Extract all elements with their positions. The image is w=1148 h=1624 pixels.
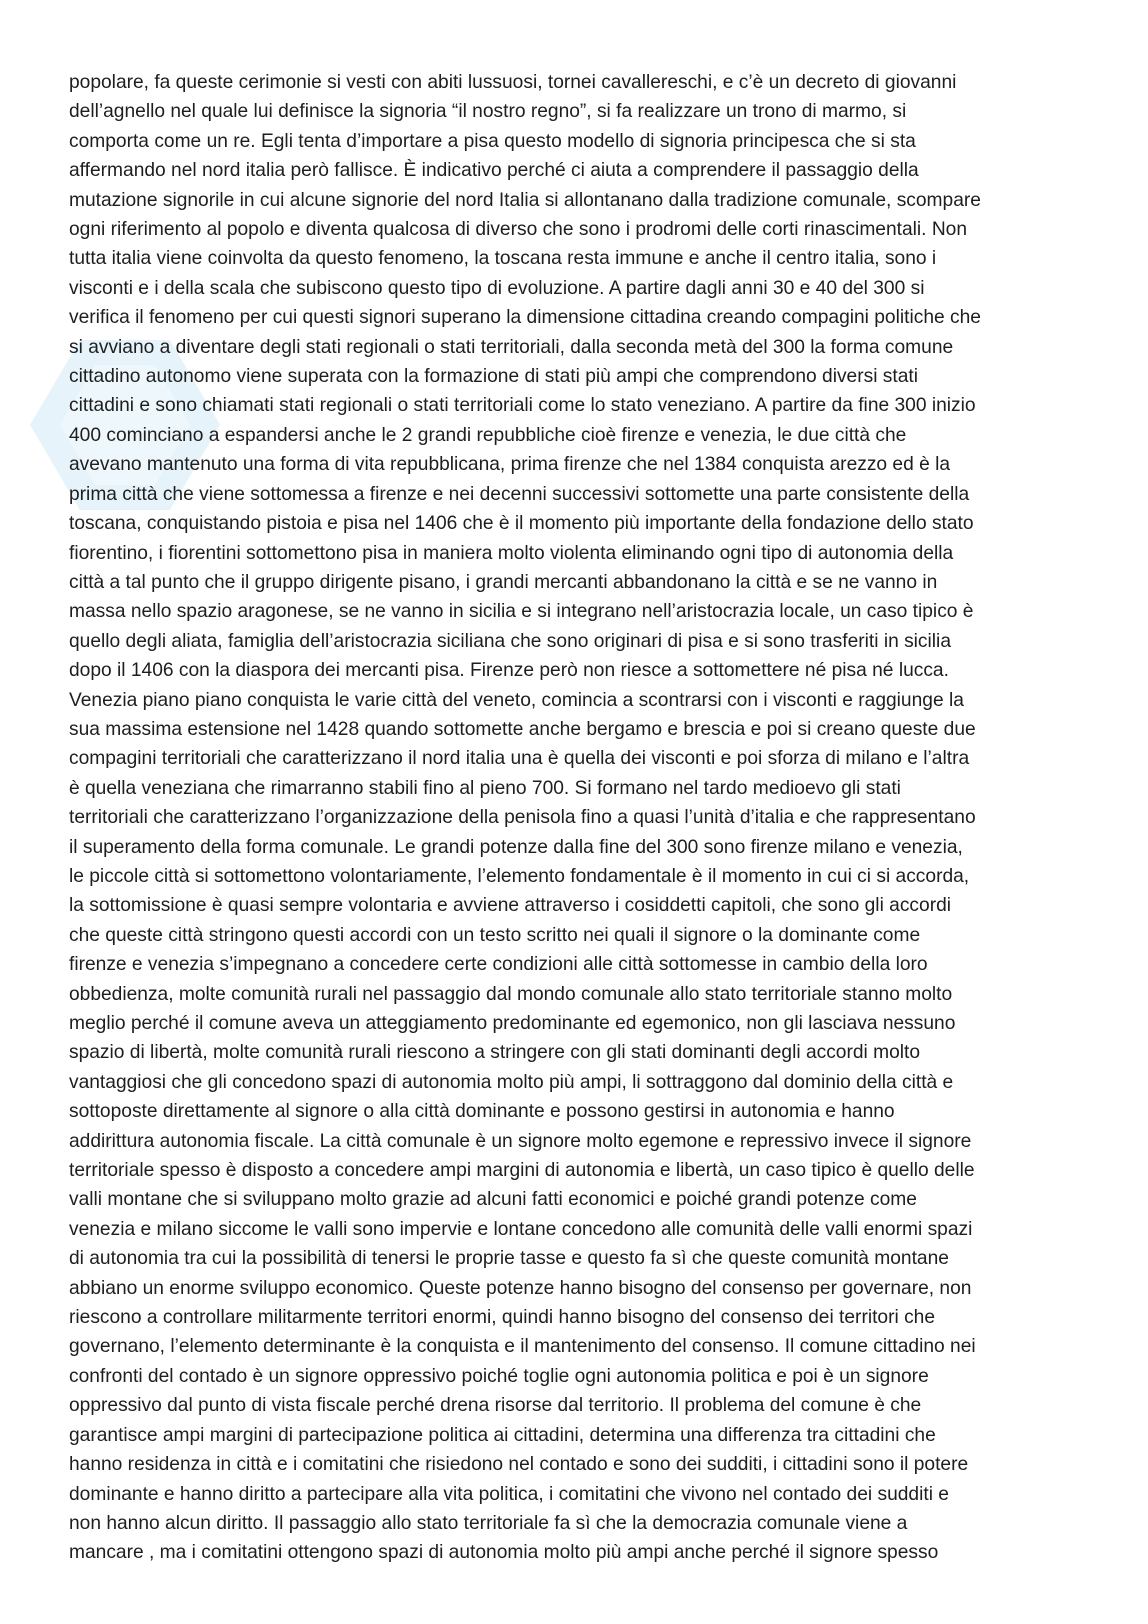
text-line: fiorentino, i fiorentini sottomettono pisa in maniera molto violenta eliminando ogni tipo di autonomia della <box>69 542 954 564</box>
text-line: confronti del contado è un signore oppressivo poiché toglie ogni autonomia politica e poi è un signore <box>69 1365 929 1387</box>
text-line: dopo il 1406 con la diaspora dei mercanti pisa. Firenze però non riesce a sottomettere né pisa né lucca. <box>69 660 949 682</box>
text-line: sottoposte direttamente al signore o alla città dominante e possono gestirsi in autonomia e hanno <box>69 1101 895 1123</box>
text-line: mutazione signorile in cui alcune signorie del nord Italia si allontanano dalla tradizione comunale, scompare <box>69 189 981 211</box>
text-line: sua massima estensione nel 1428 quando sottomette anche bergamo e brescia e poi si creano queste due <box>69 718 976 740</box>
text-line: tutta italia viene coinvolta da questo fenomeno, la toscana resta immune e anche il centro italia, sono i <box>69 248 937 270</box>
text-line: governano, l’elemento determinante è la conquista e il mantenimento del consenso. Il comune cittadino nei <box>69 1336 976 1358</box>
text-line: venezia e milano siccome le valli sono impervie e lontane concedono alle comunità delle valli enormi spazi <box>69 1218 973 1240</box>
text-line: meglio perché il comune aveva un atteggiamento predominante ed egemonico, non gli lasciava nessuno <box>69 1013 956 1034</box>
text-line: obbedienza, molte comunità rurali nel passaggio dal mondo comunale allo stato territoriale stanno molto <box>69 983 953 1005</box>
text-line: cittadino autonomo viene superata con la formazione di stati più ampi che comprendono diversi stati <box>69 366 918 388</box>
text-line: garantisce ampi margini di partecipazione politica ai cittadini, determina una differenza tra cittadini che <box>69 1424 936 1446</box>
text-line: massa nello spazio aragonese, se ne vanno in sicilia e si integrano nell’aristocrazia locale, un caso tipico è <box>69 601 974 623</box>
text-line: cittadini e sono chiamati stati regionali o stati territoriali come lo stato veneziano. A partire da fine 300 inizio <box>69 395 976 417</box>
text-line: Venezia piano piano conquista le varie città del veneto, comincia a scontrarsi con i visconti e raggiunge la <box>69 689 964 711</box>
text-line: popolare, fa queste cerimonie si vesti con abiti lussuosi, tornei cavallereschi, e c’è un decreto di giovanni <box>69 72 957 93</box>
text-line: visconti e i della scala che subiscono questo tipo di evoluzione. A partire dagli anni 30 e 40 del 300 si <box>69 277 925 299</box>
text-line: vantaggiosi che gli concedono spazi di autonomia molto più ampi, li sottraggono dal dominio della città e <box>69 1071 954 1093</box>
text-line: toscana, conquistando pistoia e pisa nel 1406 che è il momento più importante della fondazione dello stato <box>69 513 974 535</box>
body-text <box>69 68 1089 1568</box>
text-line: territoriali che caratterizzano l’organizzazione della penisola fino a quasi l’unità d’italia e che rappresentano <box>69 807 976 829</box>
text-line: oppressivo dal punto di vista fiscale perché drena risorse dal territorio. Il problema del comune è che <box>69 1395 922 1417</box>
text-line: non hanno alcun diritto. Il passaggio allo stato territoriale fa sì che la democrazia comunale viene a <box>69 1512 908 1534</box>
text-line: territoriale spesso è disposto a concedere ampi margini di autonomia e libertà, un caso tipico è quello delle <box>69 1160 975 1182</box>
text-line: avevano mantenuto una forma di vita repubblicana, prima firenze che nel 1384 conquista arezzo ed è la <box>69 454 951 476</box>
text-line: 400 cominciano a espandersi anche le 2 grandi repubbliche cioè firenze e venezia, le due città che <box>69 424 907 446</box>
text-line: compagini territoriali che caratterizzano il nord italia una è quella dei visconti e poi sforza di milano e l’altra <box>69 748 970 770</box>
text-line: hanno residenza in città e i comitatini che risiedono nel contado e sono dei sudditi, i cittadini sono il potere <box>69 1454 969 1476</box>
text-line: firenze e venezia s’impegnano a concedere certe condizioni alle città sottomesse in cambio della loro <box>69 954 928 976</box>
text-line: prima città che viene sottomessa a firenze e nei decenni successivi sottomette una parte consistente della <box>69 483 970 505</box>
text-line: il superamento della forma comunale. Le grandi potenze dalla fine del 300 sono firenze milano e venezia, <box>69 836 963 858</box>
text-line: ogni riferimento al popolo e diventa qualcosa di diverso che sono i prodromi delle corti rinascimentali. Non <box>69 219 968 241</box>
text-line: si avviano a diventare degli stati regionali o stati territoriali, dalla seconda metà del 300 la forma comune <box>69 336 954 358</box>
text-line: di autonomia tra cui la possibilità di tenersi le proprie tasse e questo fa sì che queste comunità montane <box>69 1248 949 1270</box>
text-line: addirittura autonomia fiscale. La città comunale è un signore molto egemone e repressivo invece il signore <box>69 1130 972 1152</box>
text-line: abbiano un enorme sviluppo economico. Queste potenze hanno bisogno del consenso per governare, non <box>69 1277 972 1299</box>
text-line: le piccole città si sottomettono volontariamente, l’elemento fondamentale è il momento in cui ci si accorda, <box>69 865 970 887</box>
text-line: verifica il fenomeno per cui questi signori superano la dimensione cittadina creando compagini politiche che <box>69 307 981 329</box>
text-line: dell’agnello nel quale lui definisce la signoria “il nostro regno”, si fa realizzare un trono di marmo, si <box>69 101 907 123</box>
text-line: mancare , ma i comitatini ottengono spazi di autonomia molto più ampi anche perché il signore spesso <box>69 1542 939 1564</box>
text-line: comporta come un re. Egli tenta d’importare a pisa questo modello di signoria principesca che si sta <box>69 130 916 152</box>
text-line: valli montane che si sviluppano molto grazie ad alcuni fatti economici e poiché grandi potenze come <box>69 1189 917 1211</box>
text-line: spazio di libertà, molte comunità rurali riescono a stringere con gli stati dominanti degli accordi molto <box>69 1042 921 1064</box>
text-line: la sottomissione è quasi sempre volontaria e avviene attraverso i cosiddetti capitoli, che sono gli accordi <box>69 895 952 917</box>
text-line: quello degli aliata, famiglia dell’aristocrazia siciliana che sono originari di pisa e si sono trasferiti in sicilia <box>69 630 951 652</box>
text-line: è quella veneziana che rimarranno stabili fino al pieno 700. Si formano nel tardo medioevo gli stati <box>69 777 901 799</box>
text-line: città a tal punto che il gruppo dirigente pisano, i grandi mercanti abbandonano la città e se ne vanno in <box>69 571 938 593</box>
text-line: dominante e hanno diritto a partecipare alla vita politica, i comitatini che vivono nel contado dei sudditi e <box>69 1483 949 1505</box>
text-line: affermando nel nord italia però fallisce. È indicativo perché ci aiuta a comprendere il passaggio della <box>69 160 919 182</box>
text-line: che queste città stringono questi accordi con un testo scritto nei quali il signore o la dominante come <box>69 924 921 946</box>
text-line: riescono a controllare militarmente territori enormi, quindi hanno bisogno del consenso dei territori che <box>69 1307 936 1329</box>
